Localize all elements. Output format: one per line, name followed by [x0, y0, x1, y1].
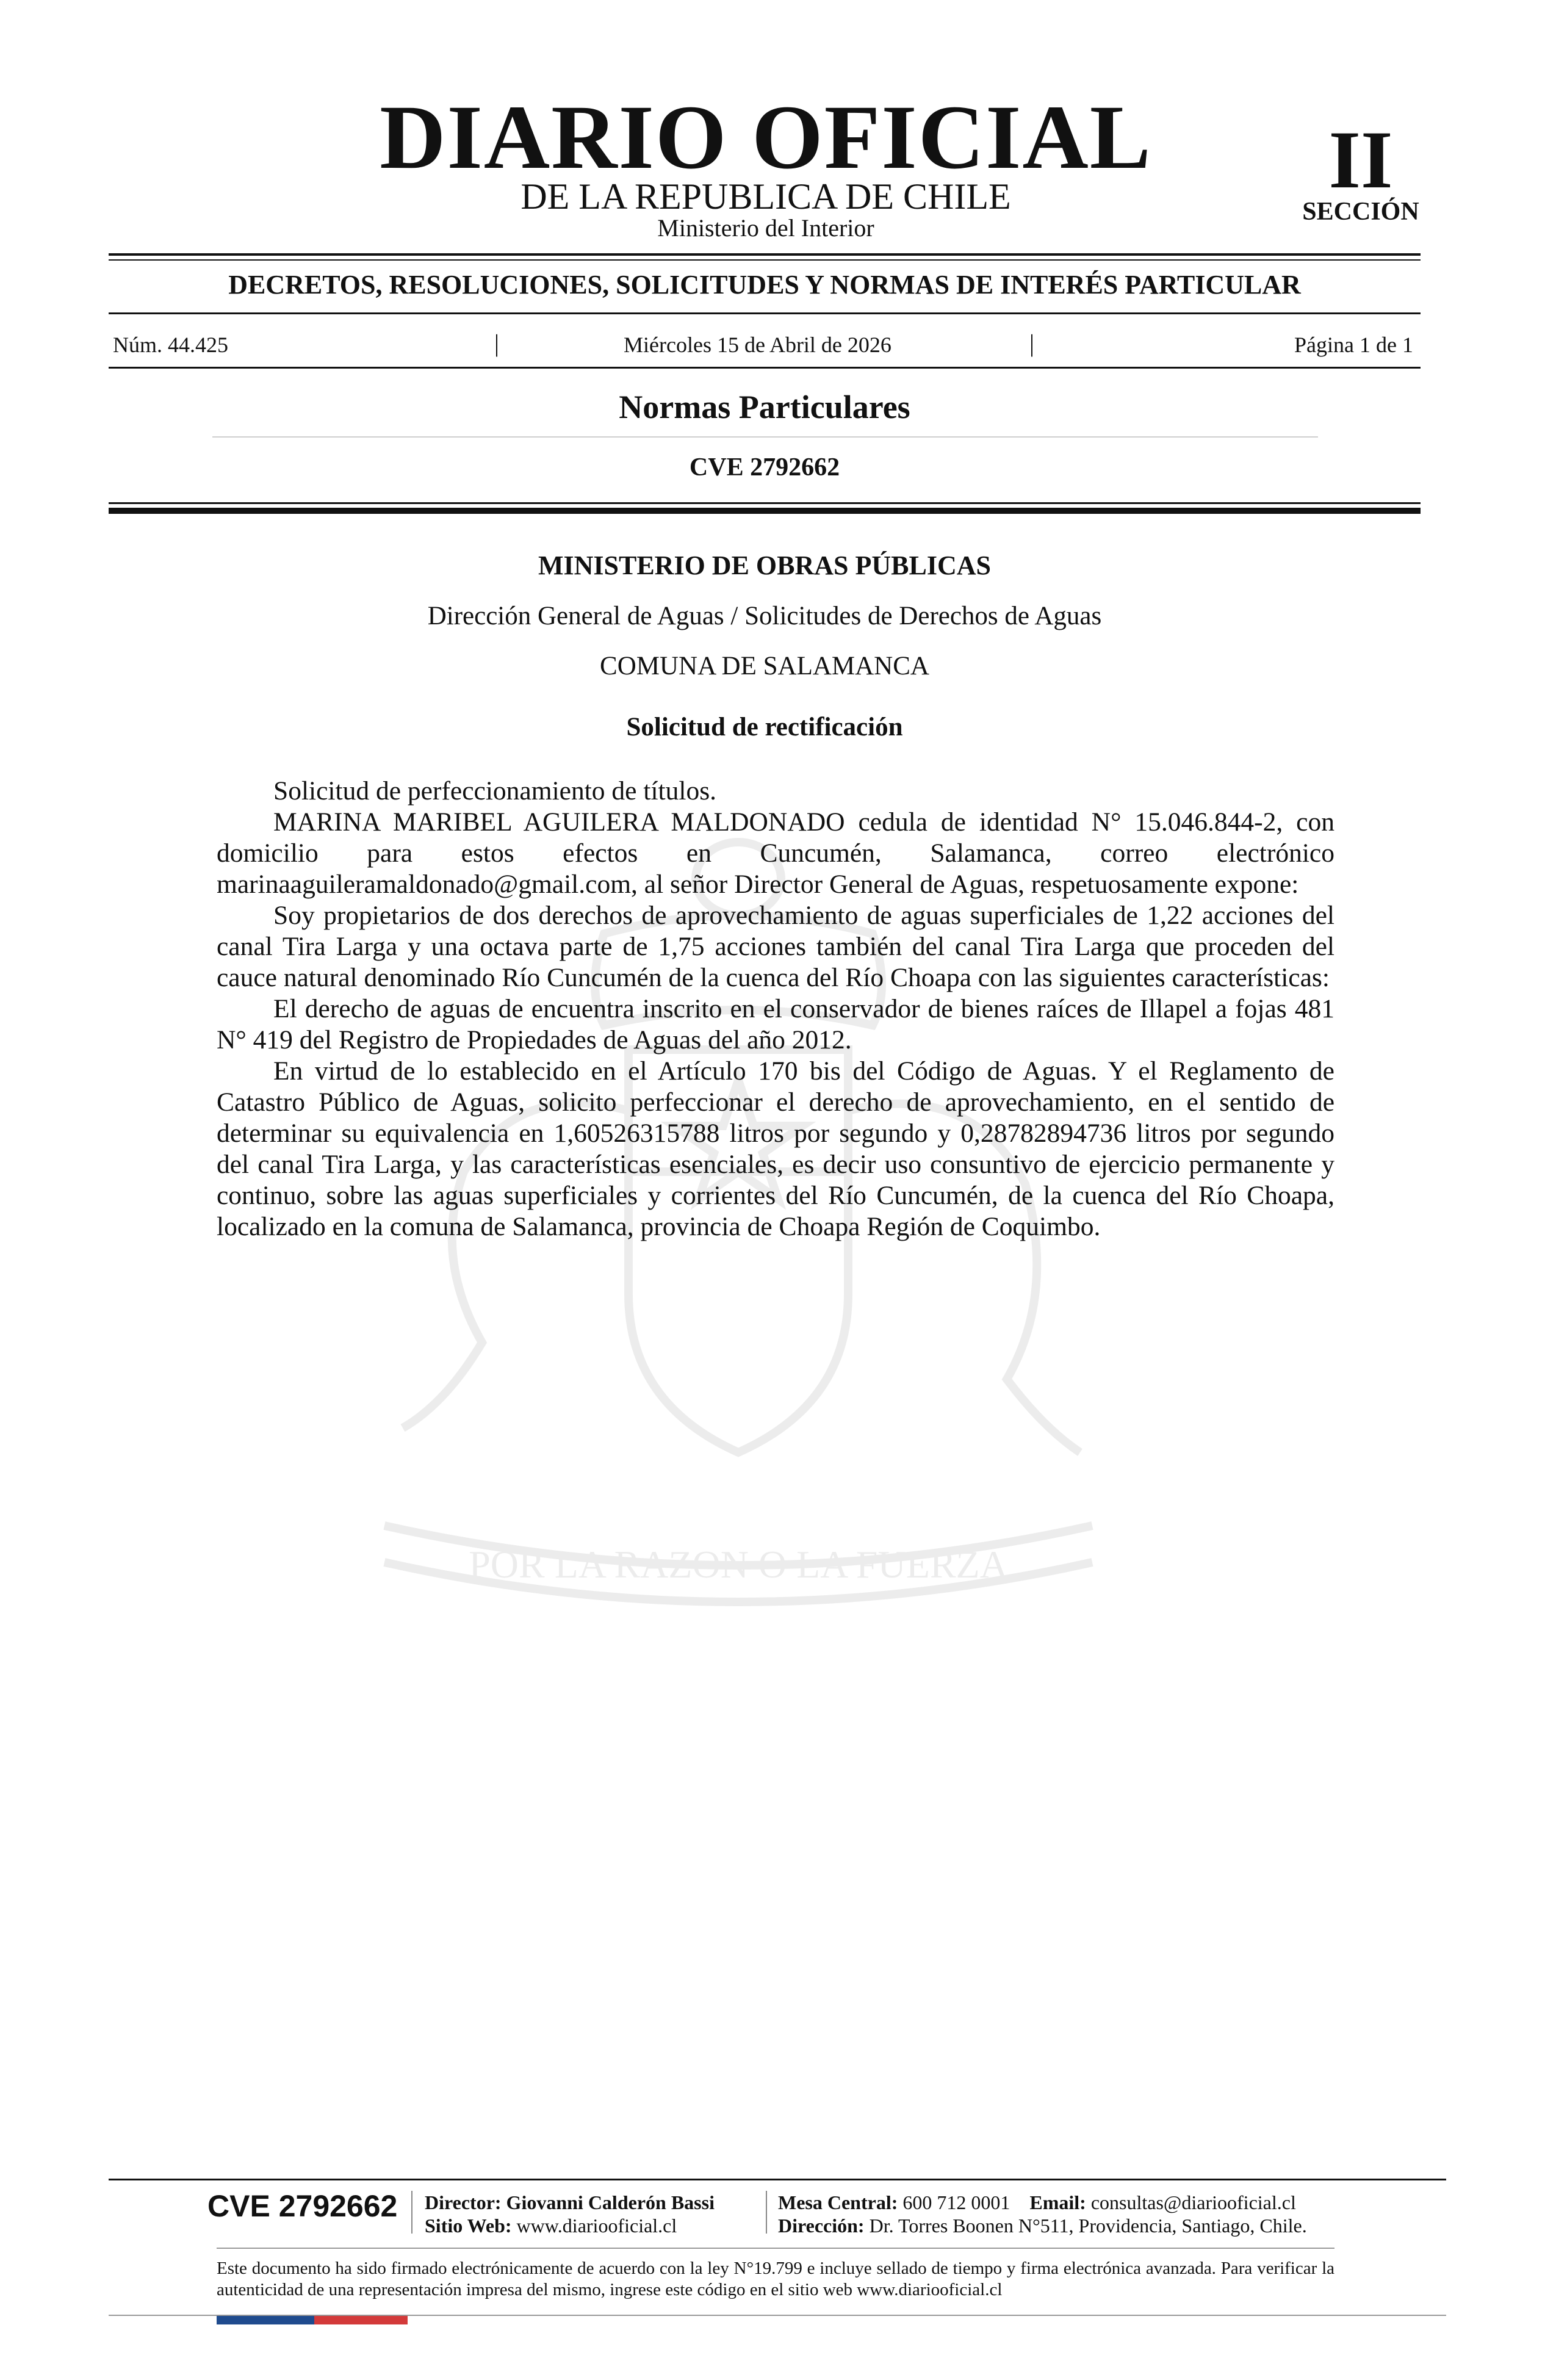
- flag-stripe-red: [314, 2316, 408, 2324]
- address-label: Dirección:: [778, 2215, 865, 2237]
- issue-date: Miércoles 15 de Abril de 2026: [624, 333, 891, 357]
- cve-rule-thick: [109, 508, 1421, 514]
- cve-code: CVE 2792662: [689, 453, 840, 481]
- website-label: Sitio Web:: [425, 2215, 512, 2237]
- issue-number: Núm. 44.425: [113, 333, 228, 357]
- phone-label: Mesa Central:: [778, 2191, 898, 2213]
- email-link[interactable]: consultas@diariooficial.cl: [1090, 2191, 1296, 2213]
- watermark-motto: POR LA RAZON O LA FUERZA: [469, 1543, 1008, 1586]
- address-value: Dr. Torres Boonen N°511, Providencia, Santiago, Chile.: [869, 2215, 1307, 2237]
- body-paragraph: En virtud de lo establecido en el Artículo 170 bis del Código de Aguas. Y el Reglamento de Catastro Público de Aguas, solicito perfeccionar el derecho de aprovechamiento, en el sentido de determinar su equivalencia en 1,60526315788 litros por segundo y 0,28782894736 litros por segundo del canal Tira Larga, y las características esenciales, es decir uso consuntivo de ejercicio permanente y continuo, sobre las aguas superficiales y corrientes del Río Cuncumén, de la cuenca del Río Choapa, localizado en la comuna de Salamanca, provincia de Choapa Región de Coquimbo.: [217, 1056, 1334, 1241]
- signature-note: Este documento ha sido firmado electrónicamente de acuerdo con la ley N°19.799 e incluye sellado de tiempo y firma electrónica avanzada. Para verificar la autenticidad de una representación impresa del mismo, ingrese este código en el sitio web www.diariooficial.cl: [217, 2259, 1334, 2299]
- masthead-subtitle: DE LA REPUBLICA DE CHILE: [520, 176, 1011, 217]
- body-paragraph: Soy propietarios de dos derechos de aprovechamiento de aguas superficiales de 1,22 acciones del canal Tira Larga y una octava parte de 1,75 acciones también del canal Tira Larga que proceden del cauce natural denominado Río Cuncumén de la cuenca del Río Choapa con las siguientes características:: [217, 901, 1334, 992]
- meta-separator: |: [494, 330, 500, 357]
- footer-rule-top: [109, 2179, 1446, 2180]
- page-indicator: Página 1 de 1: [1294, 333, 1413, 357]
- director-name: Giovanni Calderón Bassi: [506, 2191, 715, 2213]
- footer-divider: [411, 2191, 412, 2234]
- flag-stripe-blue: [217, 2316, 314, 2324]
- body-paragraph: MARINA MARIBEL AGUILERA MALDONADO cedula de identidad N° 15.046.844-2, con domicilio para estos efectos en Cuncumén, Salamanca, correo electrónico marinaaguileramaldonado@gmail.com, al señor Director General de Aguas, respetuosamente expone:: [217, 807, 1334, 899]
- masthead-title: DIARIO OFICIAL: [380, 87, 1152, 188]
- document-body: [217, 776, 1334, 1242]
- meta-rule-bottom: [109, 367, 1421, 369]
- footer-cve-code: CVE 2792662: [207, 2189, 398, 2223]
- ministry-title: MINISTERIO DE OBRAS PÚBLICAS: [538, 550, 992, 580]
- section-numeral: II: [1328, 115, 1393, 206]
- heading-underline: [212, 436, 1318, 438]
- cve-rule-thin: [109, 502, 1421, 504]
- body-paragraph: Solicitud de perfeccionamiento de títulos.: [273, 776, 717, 806]
- masthead-rule-top-thin: [109, 259, 1421, 261]
- body-paragraph: El derecho de aguas de encuentra inscrito en el conservador de bienes raíces de Illapel a fojas 481 N° 419 del Registro de Propiedades de Aguas del año 2012.: [217, 994, 1334, 1055]
- footer-divider: [766, 2191, 767, 2234]
- director-label: Director:: [425, 2191, 502, 2213]
- website-link[interactable]: www.diariooficial.cl: [516, 2215, 677, 2237]
- masthead-rule-top: [109, 253, 1421, 256]
- footer-contact-block: [778, 2191, 1307, 2237]
- commune-line: COMUNA DE SALAMANCA: [600, 652, 929, 680]
- footer-rule-mid: [217, 2248, 1334, 2249]
- banner-rule-bottom: [109, 312, 1421, 314]
- section-heading: Normas Particulares: [619, 389, 910, 425]
- phone-value: 600 712 0001: [902, 2191, 1010, 2213]
- agency-line: Dirección General de Aguas / Solicitudes de Derechos de Aguas: [427, 602, 1102, 630]
- section-label: SECCIÓN: [1302, 198, 1419, 226]
- section-banner: DECRETOS, RESOLUCIONES, SOLICITUDES Y NORMAS DE INTERÉS PARTICULAR: [228, 270, 1301, 300]
- meta-separator: |: [1029, 330, 1035, 357]
- email-label: Email:: [1029, 2191, 1086, 2213]
- masthead-ministry: Ministerio del Interior: [657, 214, 874, 242]
- footer-director-block: [425, 2191, 715, 2237]
- request-title: Solicitud de rectificación: [626, 713, 903, 741]
